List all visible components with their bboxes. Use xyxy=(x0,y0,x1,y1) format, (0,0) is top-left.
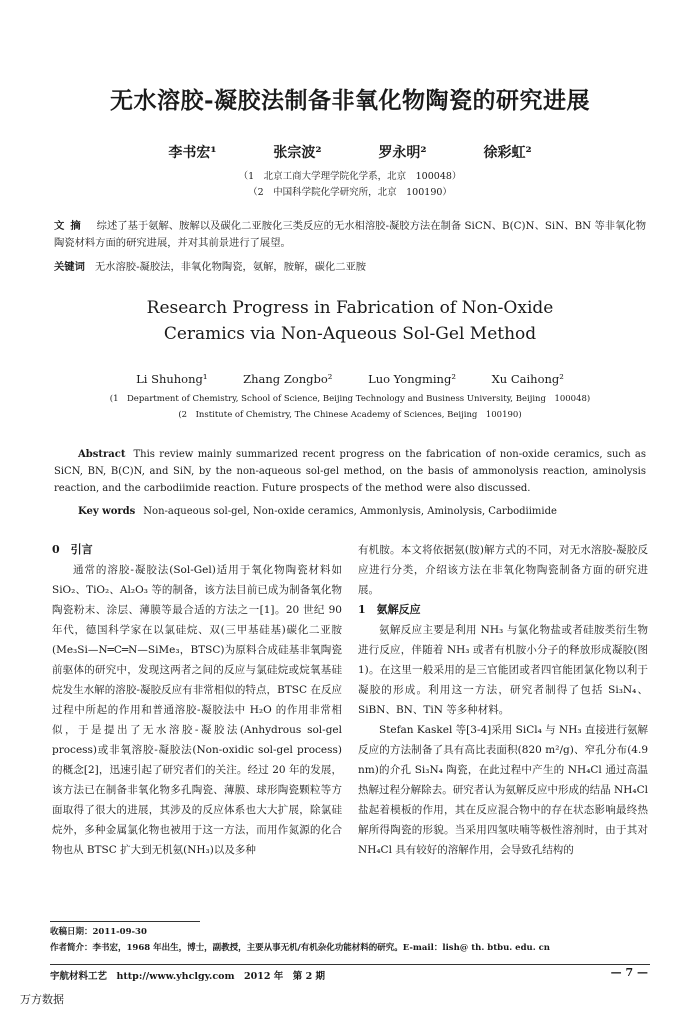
paragraph: 氨解反应主要是利用 NH₃ 与氯化物盐或者硅胺类衍生物进行反应，伴随着 NH₃ 或者有机胺小分子的释放形成凝胶(图 1)。在这里一般采用的是三官能团或者四官能团氯化物以利于凝胶的形成。利用这一方法，研究者制得了包括 Si₃N₄、SiBN、BN、TiN 等多种材料。 xyxy=(358,624,648,716)
right-column xyxy=(358,540,648,860)
author-cn: 张宗波² xyxy=(273,145,322,161)
footnote-bio: 作者简介：李书宏，1968 年出生，博士，副教授，主要从事无机/有机杂化功能材料的研究。E-mail：lish@ th. btbu. edu. cn xyxy=(50,943,550,953)
author-cn: 李书宏¹ xyxy=(168,145,217,161)
watermark: 万方数据 xyxy=(20,993,64,1006)
author-en: Luo Yongming² xyxy=(368,372,456,386)
keywords-cn-text: 无水溶胶-凝胶法，非氧化物陶瓷，氨解，胺解，碳化二亚胺 xyxy=(94,261,367,273)
abstract-en xyxy=(54,446,646,497)
journal-line: 宇航材料工艺 http://www.yhclgy.com 2012 年 第 2 期 xyxy=(50,971,326,982)
left-column xyxy=(52,540,342,860)
abstract-en-text: This review mainly summarized recent progress on the fabrication of non-oxide ceramics, such as SiCN, BN, B(C)N, and SiN, by the non-aqueous sol-gel method, on the basis of ammonolysis reaction, aminolysis reaction, and the carbodiimide reaction. Future prospects of the method were also discussed. xyxy=(54,449,646,494)
paragraph: Stefan Kaskel 等[3-4]采用 SiCl₄ 与 NH₃ 直接进行氨解反应的方法制备了具有高比表面积(820 m²/g)、窄孔分布(4.9 nm)的介孔 Si₃N₄ 陶瓷，在此过程中产生的 NH₄Cl 通过高温热解过程分解除去。研究者认为氨解反应中形成的结晶 NH₄Cl 盐起着模板的作用，其在反应混合物中的存在状态影响最终热解所得陶瓷的形貌。当采用四氢呋喃等极性溶剂时，由于其对 NH₄Cl 具有较好的溶解作用，会导致孔结构的 xyxy=(358,724,648,856)
abstract-en-label: Abstract xyxy=(78,449,126,460)
author-en: Zhang Zongbo² xyxy=(243,372,333,386)
paragraph: 通常的溶胶-凝胶法(Sol-Gel)适用于氧化物陶瓷材料如 SiO₂、TiO₂、Al₂O₃ 等的制备，该方法目前已成为制备氧化物陶瓷粉末、涂层、薄膜等最合适的方法之一[1]。20 世纪 90 年代，德国科学家在以氯硅烷、双(三甲基硅基)碳化二亚胺(Me₃Si—N═C═N—SiMe₃，BTSC)为原料合成硅基非氧陶瓷前驱体的研究中，发现这两者之间的反应与氯硅烷或烷氧基硅烷发生水解的溶胶-凝胶反应有非常相似的特点，BTSC 在反应过程中所起的作用和普通溶胶-凝胶法中 H₂O 的作用非常相似，于是提出了无水溶胶-凝胶法(Anhydrous sol-gel process)或非氧溶胶-凝胶法(Non-oxidic sol-gel process)的概念[2]，迅速引起了研究者们的关注。经过 20 年的发展，该方法已在制备非氧化物多孔陶瓷、薄膜、球形陶瓷颗粒等方面取得了很大的进展，其涉及的反应体系也大大扩展，除氯硅烷外，多种金属氯化物也被用于这一方法，而用作氮源的化合物也从 BTSC 扩大到无机氨(NH₃)以及多种 xyxy=(52,564,342,856)
authors-en xyxy=(0,372,700,386)
keywords-cn-label: 关键词 xyxy=(54,261,85,273)
author-en: Li Shuhong¹ xyxy=(136,372,208,386)
abstract-cn-text: 综述了基于氨解、胺解以及碳化二亚胺化三类反应的无水相溶胶-凝胶方法在制备 SiCN、B(C)N、SiN、BN 等非氧化物陶瓷材料方面的研究进展，并对其前景进行了展望。 xyxy=(54,220,647,249)
title-cn: 无水溶胶-凝胶法制备非氧化物陶瓷的研究进展 xyxy=(109,87,591,114)
footnote-received: 收稿日期：2011-09-30 xyxy=(50,927,147,937)
affiliation-en: (2 Institute of Chemistry, The Chinese Academy of Sciences, Beijing 100190) xyxy=(178,410,522,420)
keywords-en-label: Key words xyxy=(78,506,136,517)
section-heading-intro: 0 引言 xyxy=(52,543,93,556)
paragraph: 有机胺。本文将依据氨(胺)解方式的不同，对无水溶胶-凝胶反应进行分类，介绍该方法在非氧化物陶瓷制备方面的研究进展。 xyxy=(358,544,648,596)
keywords-en-text: Non-aqueous sol-gel, Non-oxide ceramics, Ammonlysis, Aminolysis, Carbodiimide xyxy=(143,506,557,517)
affiliation-cn: （2 中国科学院化学研究所，北京 100190） xyxy=(248,187,452,198)
keywords-cn xyxy=(54,259,646,276)
author-en: Xu Caihong² xyxy=(491,372,564,386)
section-heading-ammonolysis: 1 氨解反应 xyxy=(358,603,421,616)
affiliation-en: (1 Department of Chemistry, School of Science, Beijing Technology and Business University, Beijing 100048) xyxy=(109,394,591,404)
affiliation-cn: （1 北京工商大学理学院化学系，北京 100048） xyxy=(238,171,462,182)
author-cn: 徐彩虹² xyxy=(483,145,532,161)
abstract-cn-label: 文摘 xyxy=(54,220,87,232)
page-number: — 7 — xyxy=(610,966,648,979)
title-en-line: Research Progress in Fabrication of Non-Oxide xyxy=(146,298,554,318)
keywords-en xyxy=(54,503,646,520)
authors-cn xyxy=(0,142,700,162)
footnote-rule xyxy=(50,921,200,922)
title-en-line: Ceramics via Non-Aqueous Sol-Gel Method xyxy=(163,324,537,344)
author-cn: 罗永明² xyxy=(378,145,427,161)
abstract-cn xyxy=(54,218,646,252)
page-rule xyxy=(50,964,650,965)
